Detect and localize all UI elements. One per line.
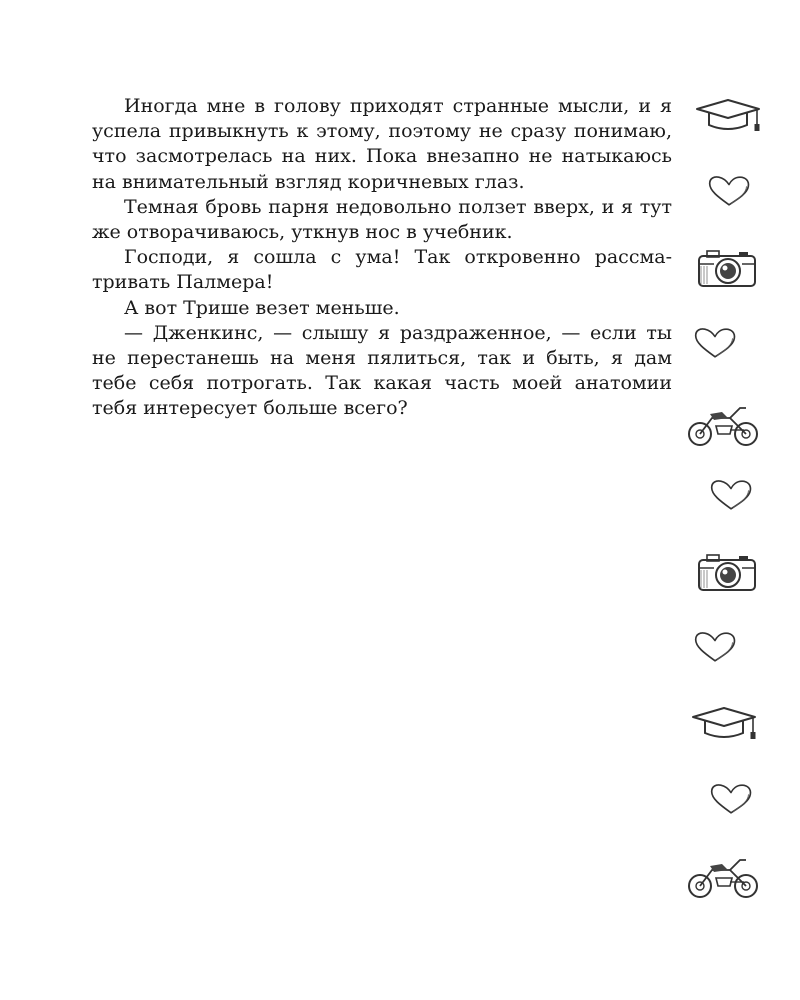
camera-icon — [694, 550, 760, 594]
graduation-cap-icon — [688, 704, 760, 744]
heart-icon — [708, 478, 754, 512]
paragraph: Темная бровь парня недовольно ползет вверх, и я тут же отворачиваюсь, уткнув нос в учебник. — [92, 195, 672, 244]
motorcycle-icon — [686, 400, 762, 448]
heart-icon — [708, 782, 754, 816]
paragraph: Иногда мне в голову приходят странные мысли, и я успела привыкнуть к этому, поэтому не сразу понимаю, что засмотрелась на них. Пока внезапно не натыкаюсь на внимательный взгляд коричневых глаз. — [92, 95, 672, 193]
margin-decoration — [684, 0, 784, 1000]
heart-icon — [692, 326, 738, 360]
camera-icon — [694, 246, 760, 290]
paragraph: — Дженкинс, — слышу я раздраженное, — если ты не перестанешь на меня пялиться, так и быть, я дам тебе себя потрогать. Так какая часть моей анатомии тебя интересует больше всего? — [92, 321, 672, 420]
paragraph: Господи, я сошла с ума! Так откровенно рассматривать Палмера! — [92, 246, 672, 294]
heart-icon — [706, 174, 752, 208]
heart-icon — [692, 630, 738, 664]
paragraph: А вот Трише везет меньше. — [124, 296, 400, 319]
graduation-cap-icon — [692, 96, 764, 136]
page-text — [92, 94, 672, 422]
motorcycle-icon — [686, 852, 762, 900]
